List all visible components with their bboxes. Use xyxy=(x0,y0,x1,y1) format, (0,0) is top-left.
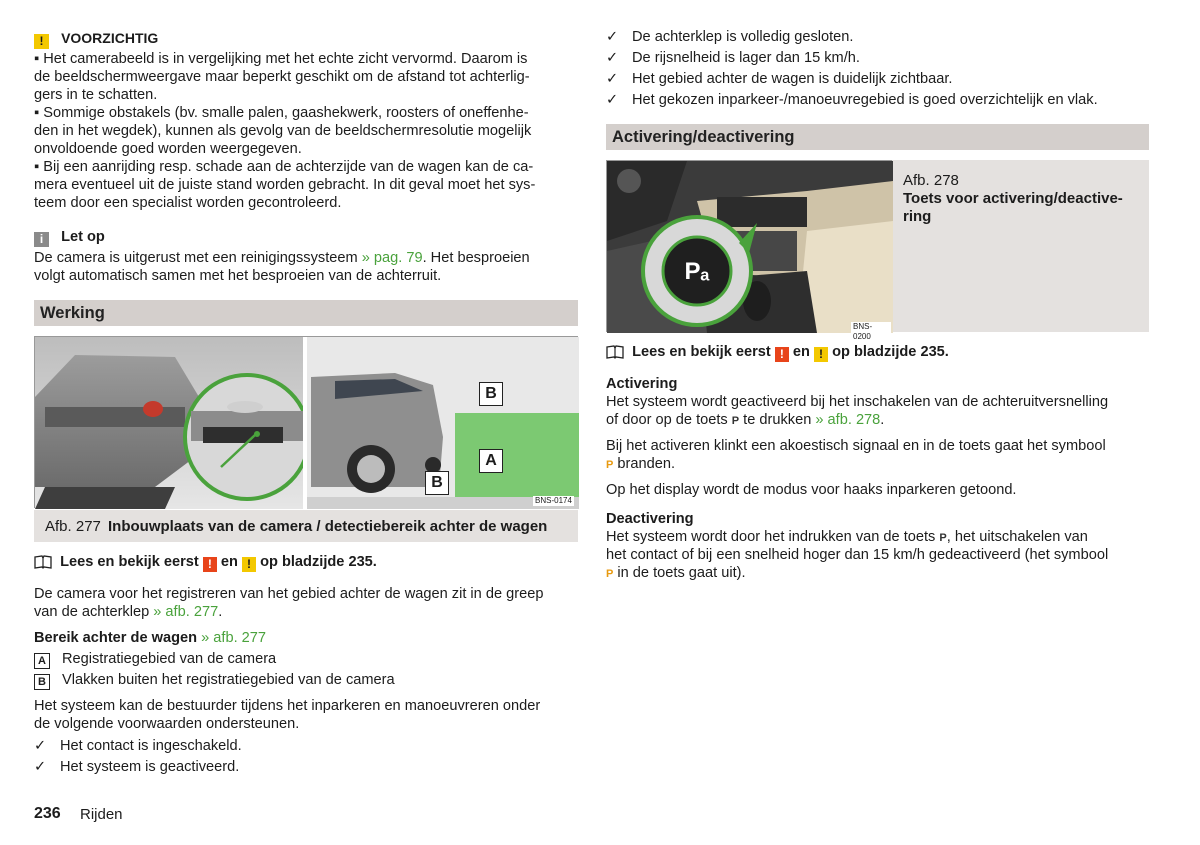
warning-title: VOORZICHTIG xyxy=(61,30,159,46)
deactivering-line: P in de toets gaat uit). xyxy=(606,565,746,581)
range-heading: Bereik achter de wagen » afb. 277 xyxy=(34,630,267,646)
figure-link[interactable]: » afb. 277 xyxy=(153,604,219,620)
para2-line: Het systeem kan de bestuurder tijdens het inparkeren en manoeuvreren onder xyxy=(34,698,541,714)
check-item: ✓ Het systeem is geactiveerd. xyxy=(34,759,240,775)
warning-heading xyxy=(34,29,158,49)
para-line: P branden. xyxy=(606,456,676,472)
para1-line: van de achterklep » afb. 277. xyxy=(34,604,223,620)
figure-link[interactable]: » afb. 277 xyxy=(201,630,267,646)
read-first-right: Lees en bekijk eerst ! en ! op bladzijde 235. xyxy=(606,343,949,364)
park-assist-icon: P xyxy=(606,568,614,580)
park-assist-icon: P xyxy=(606,459,614,471)
figure-277-caption xyxy=(34,510,578,542)
danger-icon: ! xyxy=(203,557,217,572)
warning-icon: ! xyxy=(34,34,49,49)
warning-icon: ! xyxy=(242,557,256,572)
para2-line: de volgende voorwaarden ondersteunen. xyxy=(34,716,300,732)
warning-line: mera eventueel uit de juiste stand worden gebracht. In dit geval moet het sys- xyxy=(34,177,536,193)
page-link[interactable]: » pag. 79 xyxy=(361,250,423,266)
warning-line: teem door een specialist worden gecontroleerd. xyxy=(34,195,342,211)
figure-code: BNS-0200 xyxy=(851,322,891,342)
check-icon: ✓ xyxy=(606,29,619,45)
section-werking: Werking xyxy=(34,300,578,326)
check-item: ✓ De rijsnelheid is lager dan 15 km/h. xyxy=(606,50,860,66)
deactivering-heading: Deactivering xyxy=(606,511,694,527)
park-assist-symbol: Pₐ xyxy=(684,258,710,285)
warning-line: ▪ Sommige obstakels (bv. smalle palen, gaashekwerk, roosters of oneffenhe- xyxy=(34,105,529,121)
park-assist-icon: P xyxy=(731,415,740,427)
label-b-bottom: B xyxy=(425,471,449,495)
warning-line: gers in te schatten. xyxy=(34,87,158,103)
check-icon: ✓ xyxy=(34,759,47,775)
figure-number: Afb. 278 xyxy=(903,172,959,189)
read-first-left: Lees en bekijk eerst ! en ! op bladzijde 235. xyxy=(34,553,377,574)
page-section: Rijden xyxy=(80,806,123,823)
para1-line: De camera voor het registreren van het gebied achter de wagen zit in de greep xyxy=(34,586,544,602)
warning-line: de beeldschermweergave maar beperkt geschikt om de afstand tot achterlig- xyxy=(34,69,530,85)
deactivering-line: het contact of bij een snelheid hoger dan 15 km/h gedeactiveerd (het symbool xyxy=(606,547,1109,563)
para-line: Bij het activeren klinkt een akoestisch signaal en in de toets gaat het symbool xyxy=(606,438,1106,454)
activering-line: of door op de toets P te drukken » afb. 278. xyxy=(606,412,885,428)
label-b-top: B xyxy=(479,382,503,406)
check-icon: ✓ xyxy=(34,738,47,754)
book-icon xyxy=(606,345,628,364)
figure-277-illustration xyxy=(35,337,579,509)
figure-277 xyxy=(34,336,578,508)
figure-link[interactable]: » afb. 278 xyxy=(815,412,881,428)
book-icon xyxy=(34,555,56,574)
check-icon: ✓ xyxy=(606,50,619,66)
note-line: De camera is uitgerust met een reinigingssysteem » pag. 79. Het besproeien xyxy=(34,250,530,266)
info-icon: i xyxy=(34,232,49,247)
check-item: ✓ Het gebied achter de wagen is duidelijk zichtbaar. xyxy=(606,71,953,87)
label-a: A xyxy=(479,449,503,473)
figure-title: Inbouwplaats van de camera / detectiebereik achter de wagen xyxy=(108,518,548,535)
figure-278-illustration xyxy=(607,161,893,333)
para-line: Op het display wordt de modus voor haaks inparkeren getoond. xyxy=(606,482,1017,498)
page-number: 236 xyxy=(34,805,61,822)
section-activering: Activering/deactivering xyxy=(606,124,1149,150)
figure-number: Afb. 277 xyxy=(45,518,101,535)
note-line: volgt automatisch samen met het besproeien van de achterruit. xyxy=(34,268,442,284)
figure-title: Toets voor activering/deactive- xyxy=(903,190,1123,207)
check-icon: ✓ xyxy=(606,92,619,108)
warning-line: ▪ Het camerabeeld is in vergelijking met het echte zicht vervormd. Daarom is xyxy=(34,51,528,67)
legend-item: A Registratiegebied van de camera xyxy=(34,650,276,669)
figure-code: BNS-0174 xyxy=(535,496,572,505)
activering-line: Het systeem wordt geactiveerd bij het inschakelen van de achteruitversnelling xyxy=(606,394,1109,410)
figure-title: ring xyxy=(903,208,932,225)
warning-icon: ! xyxy=(814,347,828,362)
deactivering-line: Het systeem wordt door het indrukken van de toets P, het uitschakelen van xyxy=(606,529,1088,545)
legend-item: B Vlakken buiten het registratiegebied van de camera xyxy=(34,671,395,690)
park-assist-icon: P xyxy=(939,532,947,544)
note-title: Let op xyxy=(61,229,105,245)
note-heading xyxy=(34,228,105,247)
activering-heading: Activering xyxy=(606,376,678,392)
danger-icon: ! xyxy=(775,347,789,362)
check-item: ✓ Het gekozen inparkeer-/manoeuvregebied is goed overzichtelijk en vlak. xyxy=(606,92,1098,108)
check-item: ✓ Het contact is ingeschakeld. xyxy=(34,738,242,754)
warning-line: onvoldoende goed worden weergegeven. xyxy=(34,141,302,157)
warning-line: den in het wegdek), kunnen als gevolg van de beeldschermresolutie mogelijk xyxy=(34,123,532,139)
warning-line: ▪ Bij een aanrijding resp. schade aan de achterzijde van de wagen kan de ca- xyxy=(34,159,534,175)
check-item: ✓ De achterklep is volledig gesloten. xyxy=(606,29,854,45)
check-icon: ✓ xyxy=(606,71,619,87)
figure-278-image xyxy=(606,160,892,341)
figure-278 xyxy=(606,160,1149,341)
